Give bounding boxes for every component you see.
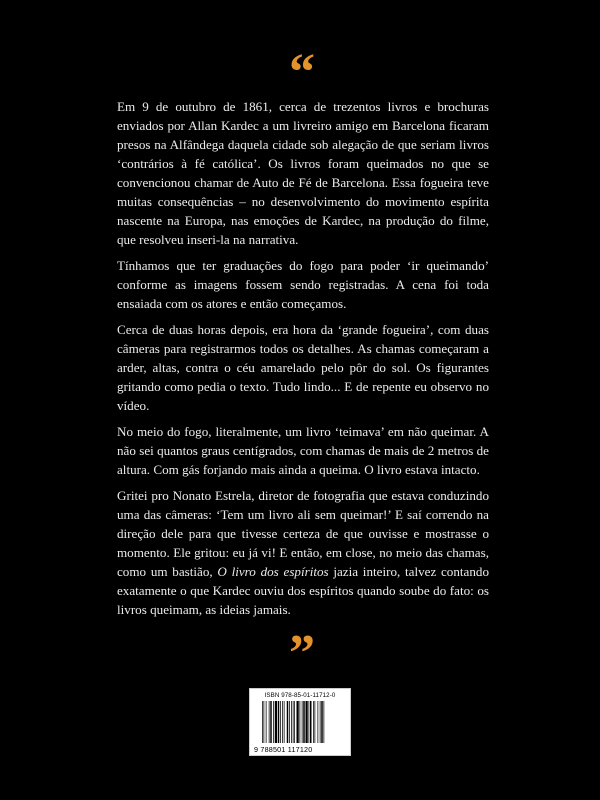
paragraph-4: No meio do fogo, literalmente, um livro ‘teimava’ em não queimar. A não sei quantos graus centígrados, com chamas de mais de 2 metros de altura. Com gás forjando mais ainda a queima. O livro estava intacto.: [117, 424, 489, 477]
barcode-bar: [309, 701, 310, 743]
book-title: O livro dos espíritos: [217, 564, 329, 579]
barcode-bars: [262, 701, 342, 745]
barcode-bar: [270, 701, 272, 743]
barcode-bar: [275, 701, 277, 743]
isbn-label: ISBN 978-85-01-11712-0: [264, 692, 336, 699]
barcode-bar: [289, 701, 290, 743]
barcode-bar: [282, 701, 283, 743]
barcode-bar: [297, 701, 299, 743]
isbn-barcode: [249, 688, 351, 756]
barcode-bar: [278, 701, 280, 743]
barcode-bar: [313, 701, 314, 743]
barcode-bar: [315, 701, 316, 743]
barcode-bar: [291, 701, 292, 743]
barcode-bar: [262, 701, 263, 743]
barcode-bar: [310, 701, 312, 743]
barcode-bar: [264, 701, 265, 743]
barcode-bar: [306, 701, 308, 743]
barcode-bar: [287, 701, 289, 743]
barcode-bar: [321, 701, 323, 743]
barcode-bar: [324, 701, 325, 743]
barcode-bar: [269, 701, 270, 743]
paragraph-2: Tínhamos que ter graduações do fogo para poder ‘ir queimando’ conforme as imagens fossem sendo registradas. A cena foi toda ensaiada com os atores e então começamos.: [117, 258, 489, 311]
barcode-bar: [280, 701, 281, 743]
barcode-bar: [320, 701, 321, 743]
paragraph-1: Em 9 de outubro de 1861, cerca de trezentos livros e brochuras enviados por Allan Kardec a um livreiro amigo em Barcelona ficaram presos na Alfândega daquela cidade sob alegação de que seriam livros ‘contrários à fé católica’. Os livros foram queimados no que se convencionou chamar de Auto de Fé de Barcelona. Essa fogueira teve muitas consequências – no desenvolvimento do movimento espírita nascente na Europa, nas emoções de Kardec, na produção do filme, que resolveu inseri-la na narrativa.: [117, 99, 489, 247]
paragraph-5-before: Gritei pro Nonato Estrela, diretor de fotografia que estava conduzindo uma das câmeras: ‘Tem um livro ali sem queimar!’ E saí correndo na direção dele para que tivesse certeza de que ouvisse e mostrasse o momento. Ele gritou: eu já vi! E então, em close, no meio das chamas, como um bastião,: [117, 488, 489, 579]
barcode-bar: [293, 701, 294, 743]
barcode-bar: [284, 701, 285, 743]
barcode-bar: [318, 701, 319, 743]
barcode-bar: [300, 701, 301, 743]
barcode-bar: [266, 701, 267, 743]
barcode-bar: [302, 701, 303, 743]
paragraph-3: Cerca de duas horas depois, era hora da ‘grande fogueira’, com duas câmeras para registrarmos todos os detalhes. As chamas começaram a arder, altas, contra o céu amarelado pelo pôr do sol. Os figurantes gritando como pedia o texto. Tudo lindo... E de repente eu observo no vídeo.: [117, 322, 489, 413]
paragraph-5-after: jazia inteiro, talvez contando exatamente o que Kardec ouviu dos espíritos quando soube do fato: os livros queimam, as ideias jamais.: [117, 564, 489, 617]
paragraph-5: [117, 486, 489, 619]
opening-quote-mark: “: [289, 44, 315, 101]
barcode-digits: 9 788501 117120: [254, 745, 313, 754]
body-text: [117, 97, 489, 626]
barcode-bar: [273, 701, 274, 743]
barcode-bar: [303, 701, 305, 743]
barcode-bar: [294, 701, 295, 743]
closing-quote-mark: ”: [289, 625, 315, 682]
